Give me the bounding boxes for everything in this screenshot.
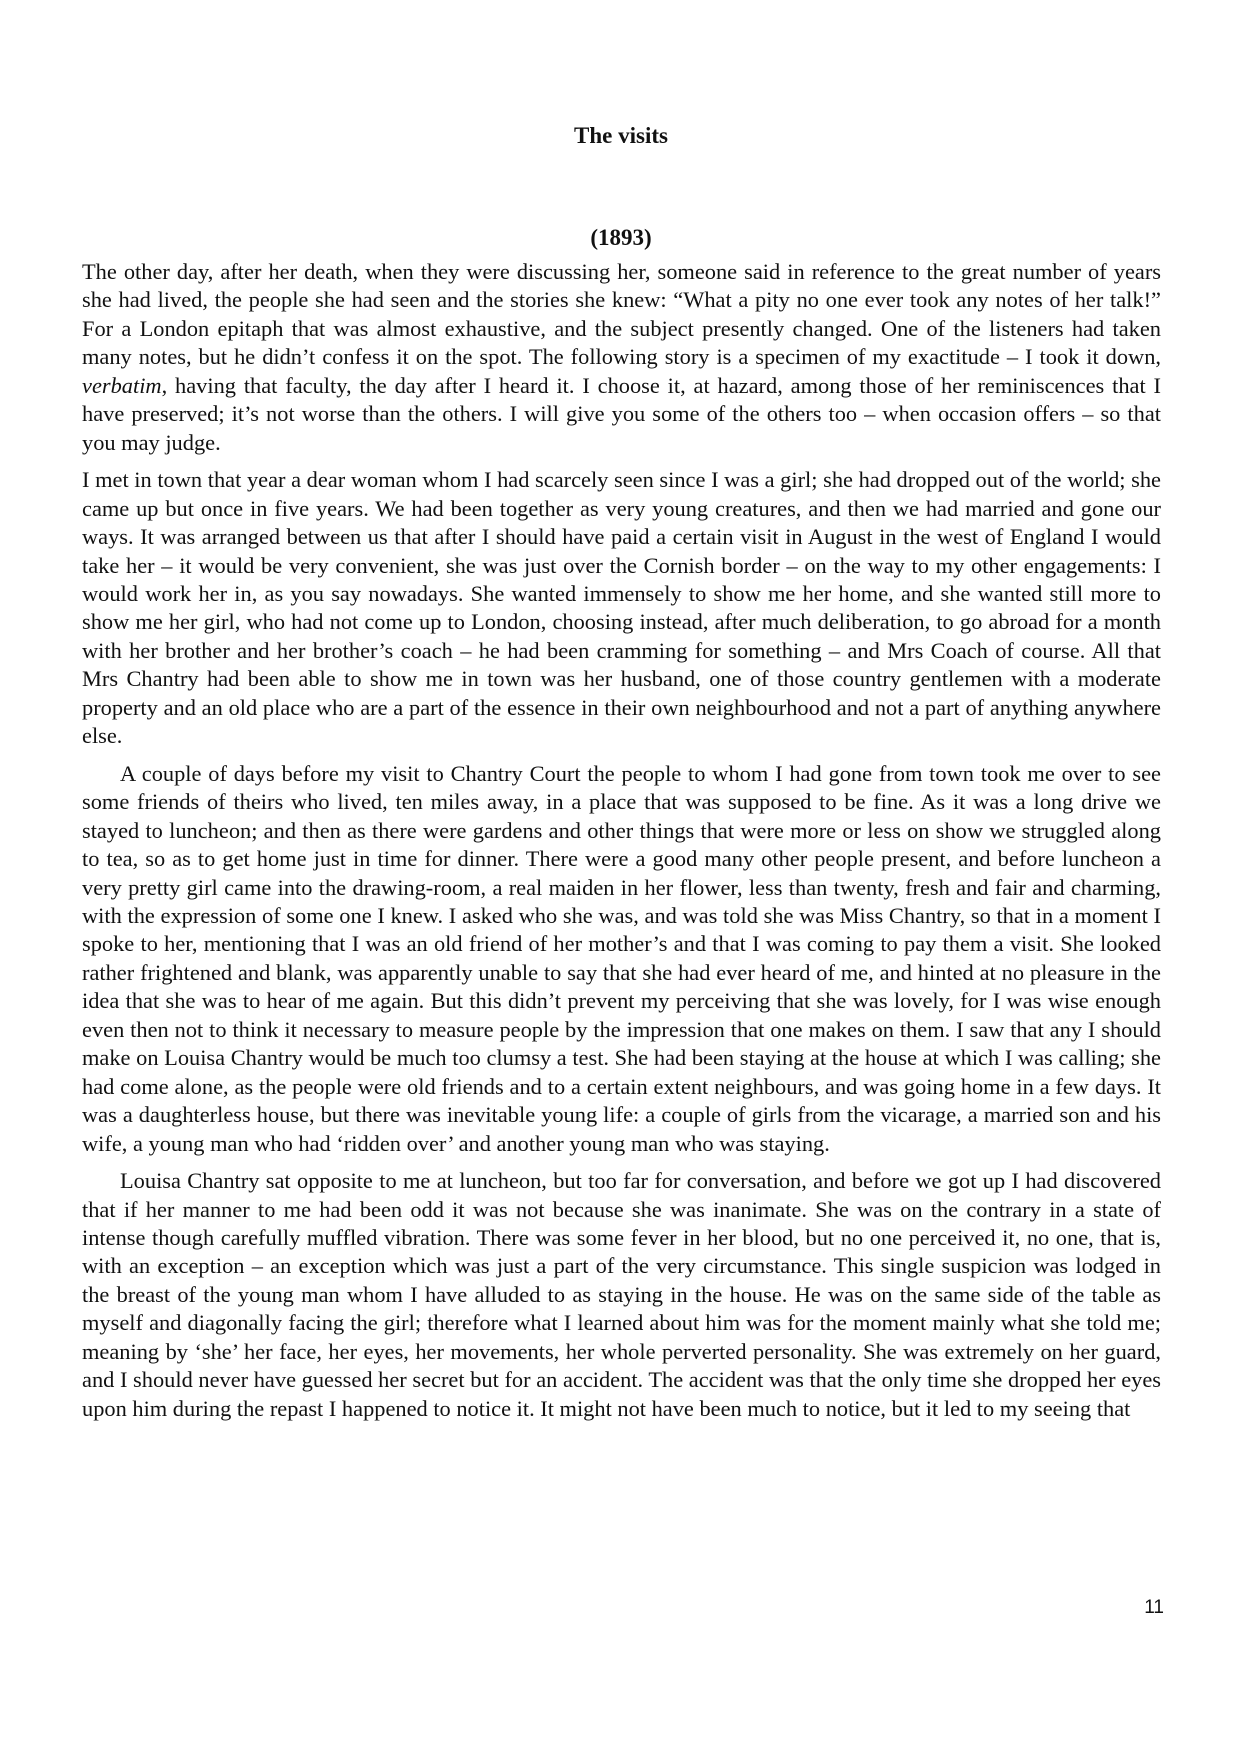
paragraph-1-text-start: The other day, after her death, when they were discussing her, someone said in reference to the great number of years she had lived, the people she had seen and the stories she knew: “What a pity no one ever took any notes of her talk!” For a London epitaph that was almost exhaustive, and the subject presently changed. One of the listeners had taken many notes, but he didn’t confess it on the spot. The following story is a specimen of my exactitude – I took it down, [82,259,1161,370]
chapter-year: (1893) [590,225,652,250]
body-text [82,258,1161,1423]
chapter-title: The visits [574,123,668,148]
paragraph-1-emphasis: verbatim [82,372,162,398]
paragraph-3: A couple of days before my visit to Chantry Court the people to whom I had gone from town took me over to see some friends of theirs who lived, ten miles away, in a place that was supposed to be fine. As it was a long drive we stayed to luncheon; and then as there were gardens and other things that were more or less on show we struggled along to tea, so as to get home just in time for dinner. There were a good many other people present, and before luncheon a very pretty girl came into the drawing-room, a real maiden in her flower, less than twenty, fresh and fair and charming, with the expression of some one I knew. I asked who she was, and was told she was Miss Chantry, so that in a moment I spoke to her, mentioning that I was an old friend of her mother’s and that I was coming to pay them a visit. She looked rather frightened and blank, was apparently unable to say that she had ever heard of me, and hinted at no pleasure in the idea that she was to hear of me again. But this didn’t prevent my perceiving that she was lovely, for I was wise enough even then not to think it necessary to measure people by the impression that one makes on them. I saw that any I should make on Louisa Chantry would be much too clumsy a test. She had been staying at the house at which I was calling; she had come alone, as the people were old friends and to a certain extent neighbours, and was going home in a few days. It was a daughterless house, but there was inevitable young life: a couple of girls from the vicarage, a married son and his wife, a young man who had ‘ridden over’ and another young man who was staying. [82,760,1161,1156]
paragraph-4: Louisa Chantry sat opposite to me at luncheon, but too far for conversation, and before we got up I had discovered that if her manner to me had been odd it was not because she was inanimate. She was on the contrary in a state of intense though carefully muffled vibration. There was some fever in her blood, but no one perceived it, no one, that is, with an exception – an exception which was just a part of the very circumstance. This single suspicion was lodged in the breast of the young man whom I have alluded to as staying in the house. He was on the same side of the table as myself and diagonally facing the girl; therefore what I learned about him was for the moment mainly what she told me; meaning by ‘she’ her face, her eyes, her movements, her whole perverted personality. She was extremely on her guard, and I should never have guessed her secret but for an accident. The accident was that the only time she dropped her eyes upon him during the repast I happened to notice it. It might not have been much to notice, but it led to my seeing that [82,1168,1161,1421]
paragraph-1 [82,258,1161,457]
paragraph-2: I met in town that year a dear woman whom I had scarcely seen since I was a girl; she had dropped out of the world; she came up but once in five years. We had been together as very young creatures, and then we had married and gone our ways. It was arranged between us that after I should have paid a certain visit in August in the west of England I would take her – it would be very convenient, she was just over the Cornish border – on the way to my other engagements: I would work her in, as you say nowadays. She wanted immensely to show me her home, and she wanted still more to show me her girl, who had not come up to London, choosing instead, after much deliberation, to go abroad for a month with her brother and her brother’s coach – he had been cramming for something – and Mrs Coach of course. All that Mrs Chantry had been able to show me in town was her husband, one of those country gentlemen with a moderate property and an old place who are a part of the essence in their own neighbourhood and not a part of anything anywhere else. [82,467,1161,749]
page-number: 11 [1144,1597,1164,1618]
paragraph-1-text-end: , having that faculty, the day after I heard it. I choose it, at hazard, among those of her reminiscences that I have preserved; it’s not worse than the others. I will give you some of the others too – when occasion offers – so that you may judge. [82,372,1161,455]
